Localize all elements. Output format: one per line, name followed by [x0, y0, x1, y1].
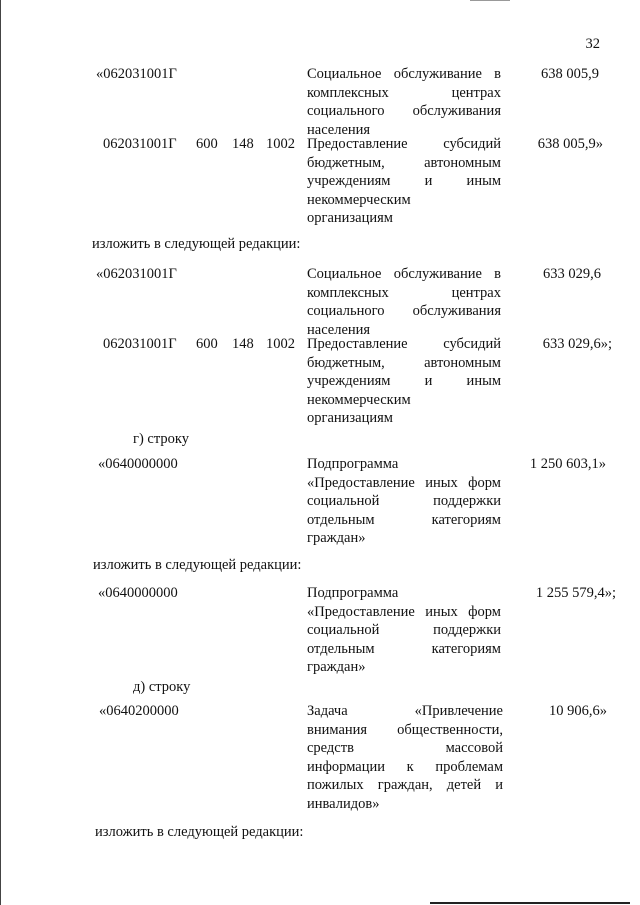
- description-line: бюджетным, автономным: [307, 354, 501, 371]
- expense-description: [307, 265, 501, 339]
- classification-code: «0640000000: [98, 456, 178, 472]
- amount-value: 638 005,9»: [537, 136, 603, 152]
- description-line: Предоставление субсидий: [307, 136, 501, 152]
- description-line: населения: [307, 121, 371, 138]
- amount-value: 633 029,6: [543, 266, 601, 282]
- classification-code: 062031001Г: [103, 336, 177, 352]
- expense-description: [307, 335, 501, 428]
- description-line: внимания общественности,: [307, 721, 503, 738]
- description-line: отдельным категориям: [307, 511, 501, 528]
- instruction-text: изложить в следующей редакции:: [93, 557, 302, 573]
- expense-type-code: 600: [196, 136, 218, 152]
- description-line: граждан»: [307, 530, 366, 546]
- description-line: информации к проблемам: [307, 758, 503, 775]
- amount-value: 638 005,9: [541, 66, 599, 82]
- expense-description: [307, 455, 501, 548]
- description-line: Социальное обслуживание в: [307, 66, 501, 82]
- description-line: организациям: [307, 410, 393, 426]
- description-line: некоммерческим: [307, 391, 411, 408]
- expense-description: [307, 65, 501, 139]
- description-line: комплексных центрах: [307, 84, 501, 101]
- description-line: средств массовой: [307, 740, 503, 756]
- instruction-text: изложить в следующей редакции:: [95, 824, 304, 840]
- description-line: «Предоставление иных форм: [307, 474, 501, 491]
- ministry-code: 148: [232, 136, 254, 152]
- description-line: социальной поддержки: [307, 493, 501, 509]
- description-line: бюджетным, автономным: [307, 154, 501, 171]
- expense-type-code: 600: [196, 336, 218, 352]
- classification-code: «0640000000: [98, 585, 178, 601]
- instruction-text: изложить в следующей редакции:: [92, 236, 301, 252]
- description-line: Предоставление субсидий: [307, 336, 501, 352]
- classification-code: 062031001Г: [103, 136, 177, 152]
- description-line: учреждениям и иным: [307, 173, 501, 189]
- page-edge-line: [0, 0, 1, 905]
- classification-code: «062031001Г: [96, 66, 177, 82]
- page-number: 32: [585, 36, 600, 52]
- description-line: комплексных центрах: [307, 284, 501, 301]
- amount-value: 1 255 579,4»;: [535, 585, 616, 601]
- ministry-code: 148: [232, 336, 254, 352]
- description-line: Подпрограмма: [307, 456, 399, 472]
- description-line: инвалидов»: [307, 795, 380, 812]
- description-line: некоммерческим: [307, 191, 411, 208]
- description-line: Социальное обслуживание в: [307, 266, 501, 282]
- description-line: Подпрограмма: [307, 585, 399, 601]
- description-line: организациям: [307, 210, 393, 226]
- description-line: населения: [307, 321, 371, 338]
- description-line: Задача «Привлечение: [307, 703, 503, 719]
- amount-value: 10 906,6»: [549, 703, 607, 719]
- amount-value: 1 250 603,1»: [529, 456, 606, 472]
- description-line: «Предоставление иных форм: [307, 603, 501, 620]
- amount-value: 633 029,6»;: [542, 336, 612, 352]
- item-label: г) строку: [133, 431, 189, 447]
- description-line: социального обслуживания: [307, 103, 501, 119]
- description-line: пожилых граждан, детей и: [307, 777, 503, 793]
- description-line: учреждениям и иным: [307, 373, 501, 389]
- expense-description: [307, 135, 501, 228]
- expense-description: [307, 702, 503, 813]
- section-code: 1002: [266, 136, 295, 152]
- description-line: отдельным категориям: [307, 640, 501, 657]
- expense-description: [307, 584, 501, 677]
- description-line: социального обслуживания: [307, 303, 501, 319]
- scan-mark-bottom: [430, 902, 630, 904]
- description-line: социальной поддержки: [307, 622, 501, 638]
- classification-code: «062031001Г: [96, 266, 177, 282]
- description-line: граждан»: [307, 659, 366, 675]
- section-code: 1002: [266, 336, 295, 352]
- item-label: д) строку: [133, 679, 191, 695]
- classification-code: «0640200000: [99, 703, 179, 719]
- scan-mark-top: [470, 0, 510, 1]
